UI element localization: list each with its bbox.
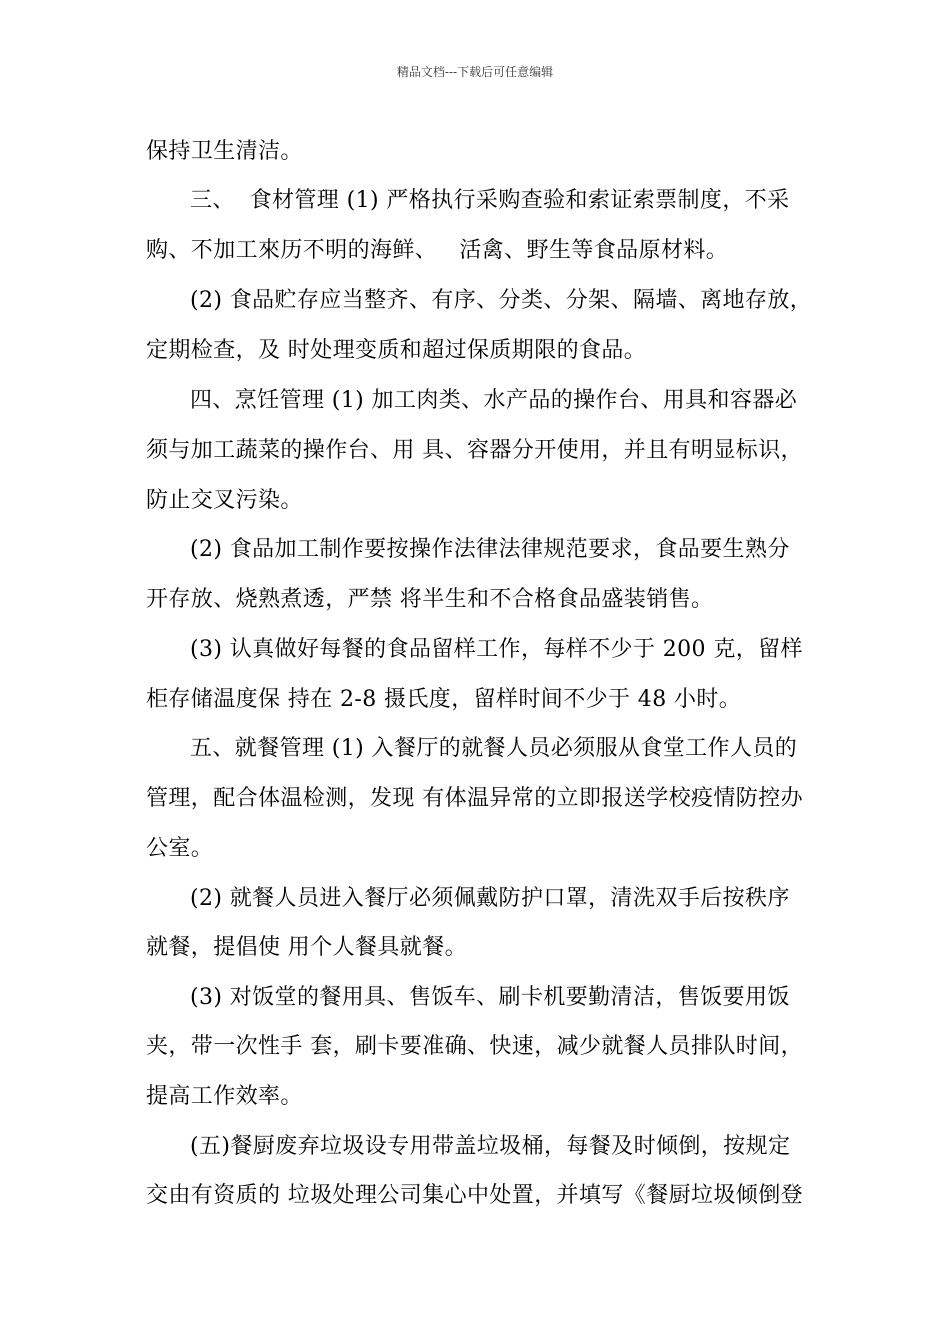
- section-heading-line: 三、 食材管理 (1) 严格执行采购查验和索证索票制度，不采: [190, 188, 790, 213]
- page-header: 精品文档---下载后可任意编辑: [396, 65, 554, 79]
- section-heading-line: 五、就餐管理 (1) 入餐厅的就餐人员必须服从食堂工作人员的: [190, 736, 798, 761]
- paragraph-line: 交由有资质的 垃圾处理公司集心中处置，并填写《餐厨垃圾倾倒登: [146, 1183, 803, 1208]
- section-heading-line: 四、烹饪管理 (1) 加工肉类、水产品的操作台、用具和容器必: [190, 388, 798, 413]
- paragraph-line: 开存放、烧熟煮透，严禁 将半生和不合格食品盛装销售。: [146, 587, 714, 612]
- paragraph-line: (五)餐厨废弃垃圾设专用带盖垃圾桶，每餐及时倾倒，按规定: [190, 1134, 791, 1159]
- paragraph-line: 就餐，提倡使 用个人餐具就餐。: [146, 935, 467, 960]
- paragraph-line: (3) 认真做好每餐的食品留样工作，每样不少于 200 克，留样: [190, 637, 803, 662]
- paragraph-line: 柜存储温度保 持在 2-8 摄氏度，留样时间不少于 48 小时。: [146, 687, 742, 712]
- paragraph-line: 购、不加工來历不明的海鲜、 活禽、野生等食品原材料。: [146, 238, 729, 263]
- paragraph-line: 提高工作效率。: [146, 1084, 303, 1109]
- paragraph-line: 管理，配合体温检测，发现 有体温异常的立即报送学校疫情防控办: [146, 786, 803, 811]
- paragraph-line: 须与加工蔬菜的操作台、用 具、容器分开使用，并且有明显标识，: [146, 438, 803, 463]
- paragraph-line: 防止交叉污染。: [146, 488, 303, 513]
- paragraph-line: (2) 食品加工制作要按操作法律法律规范要求，食品要生熟分: [190, 537, 790, 562]
- paragraph-line: 定期检查，及 时处理变质和超过保质期限的食品。: [146, 338, 647, 363]
- paragraph-line: (2) 就餐人员进入餐厅必须佩戴防护口罩，清洗双手后按秩序: [190, 886, 790, 911]
- paragraph-line: 保持卫生清洁。: [146, 139, 303, 164]
- paragraph-line: (3) 对饭堂的餐用具、售饭车、刷卡机要勤清洁，售饭要用饭: [190, 985, 790, 1010]
- paragraph-line: 夹，带一次性手 套，刷卡要准确、快速，减少就餐人员排队时间，: [146, 1034, 803, 1059]
- paragraph-line: 公室。: [146, 836, 214, 861]
- paragraph-line: (2) 食品贮存应当整齐、有序、分类、分架、隔墙、离地存放，: [190, 288, 813, 313]
